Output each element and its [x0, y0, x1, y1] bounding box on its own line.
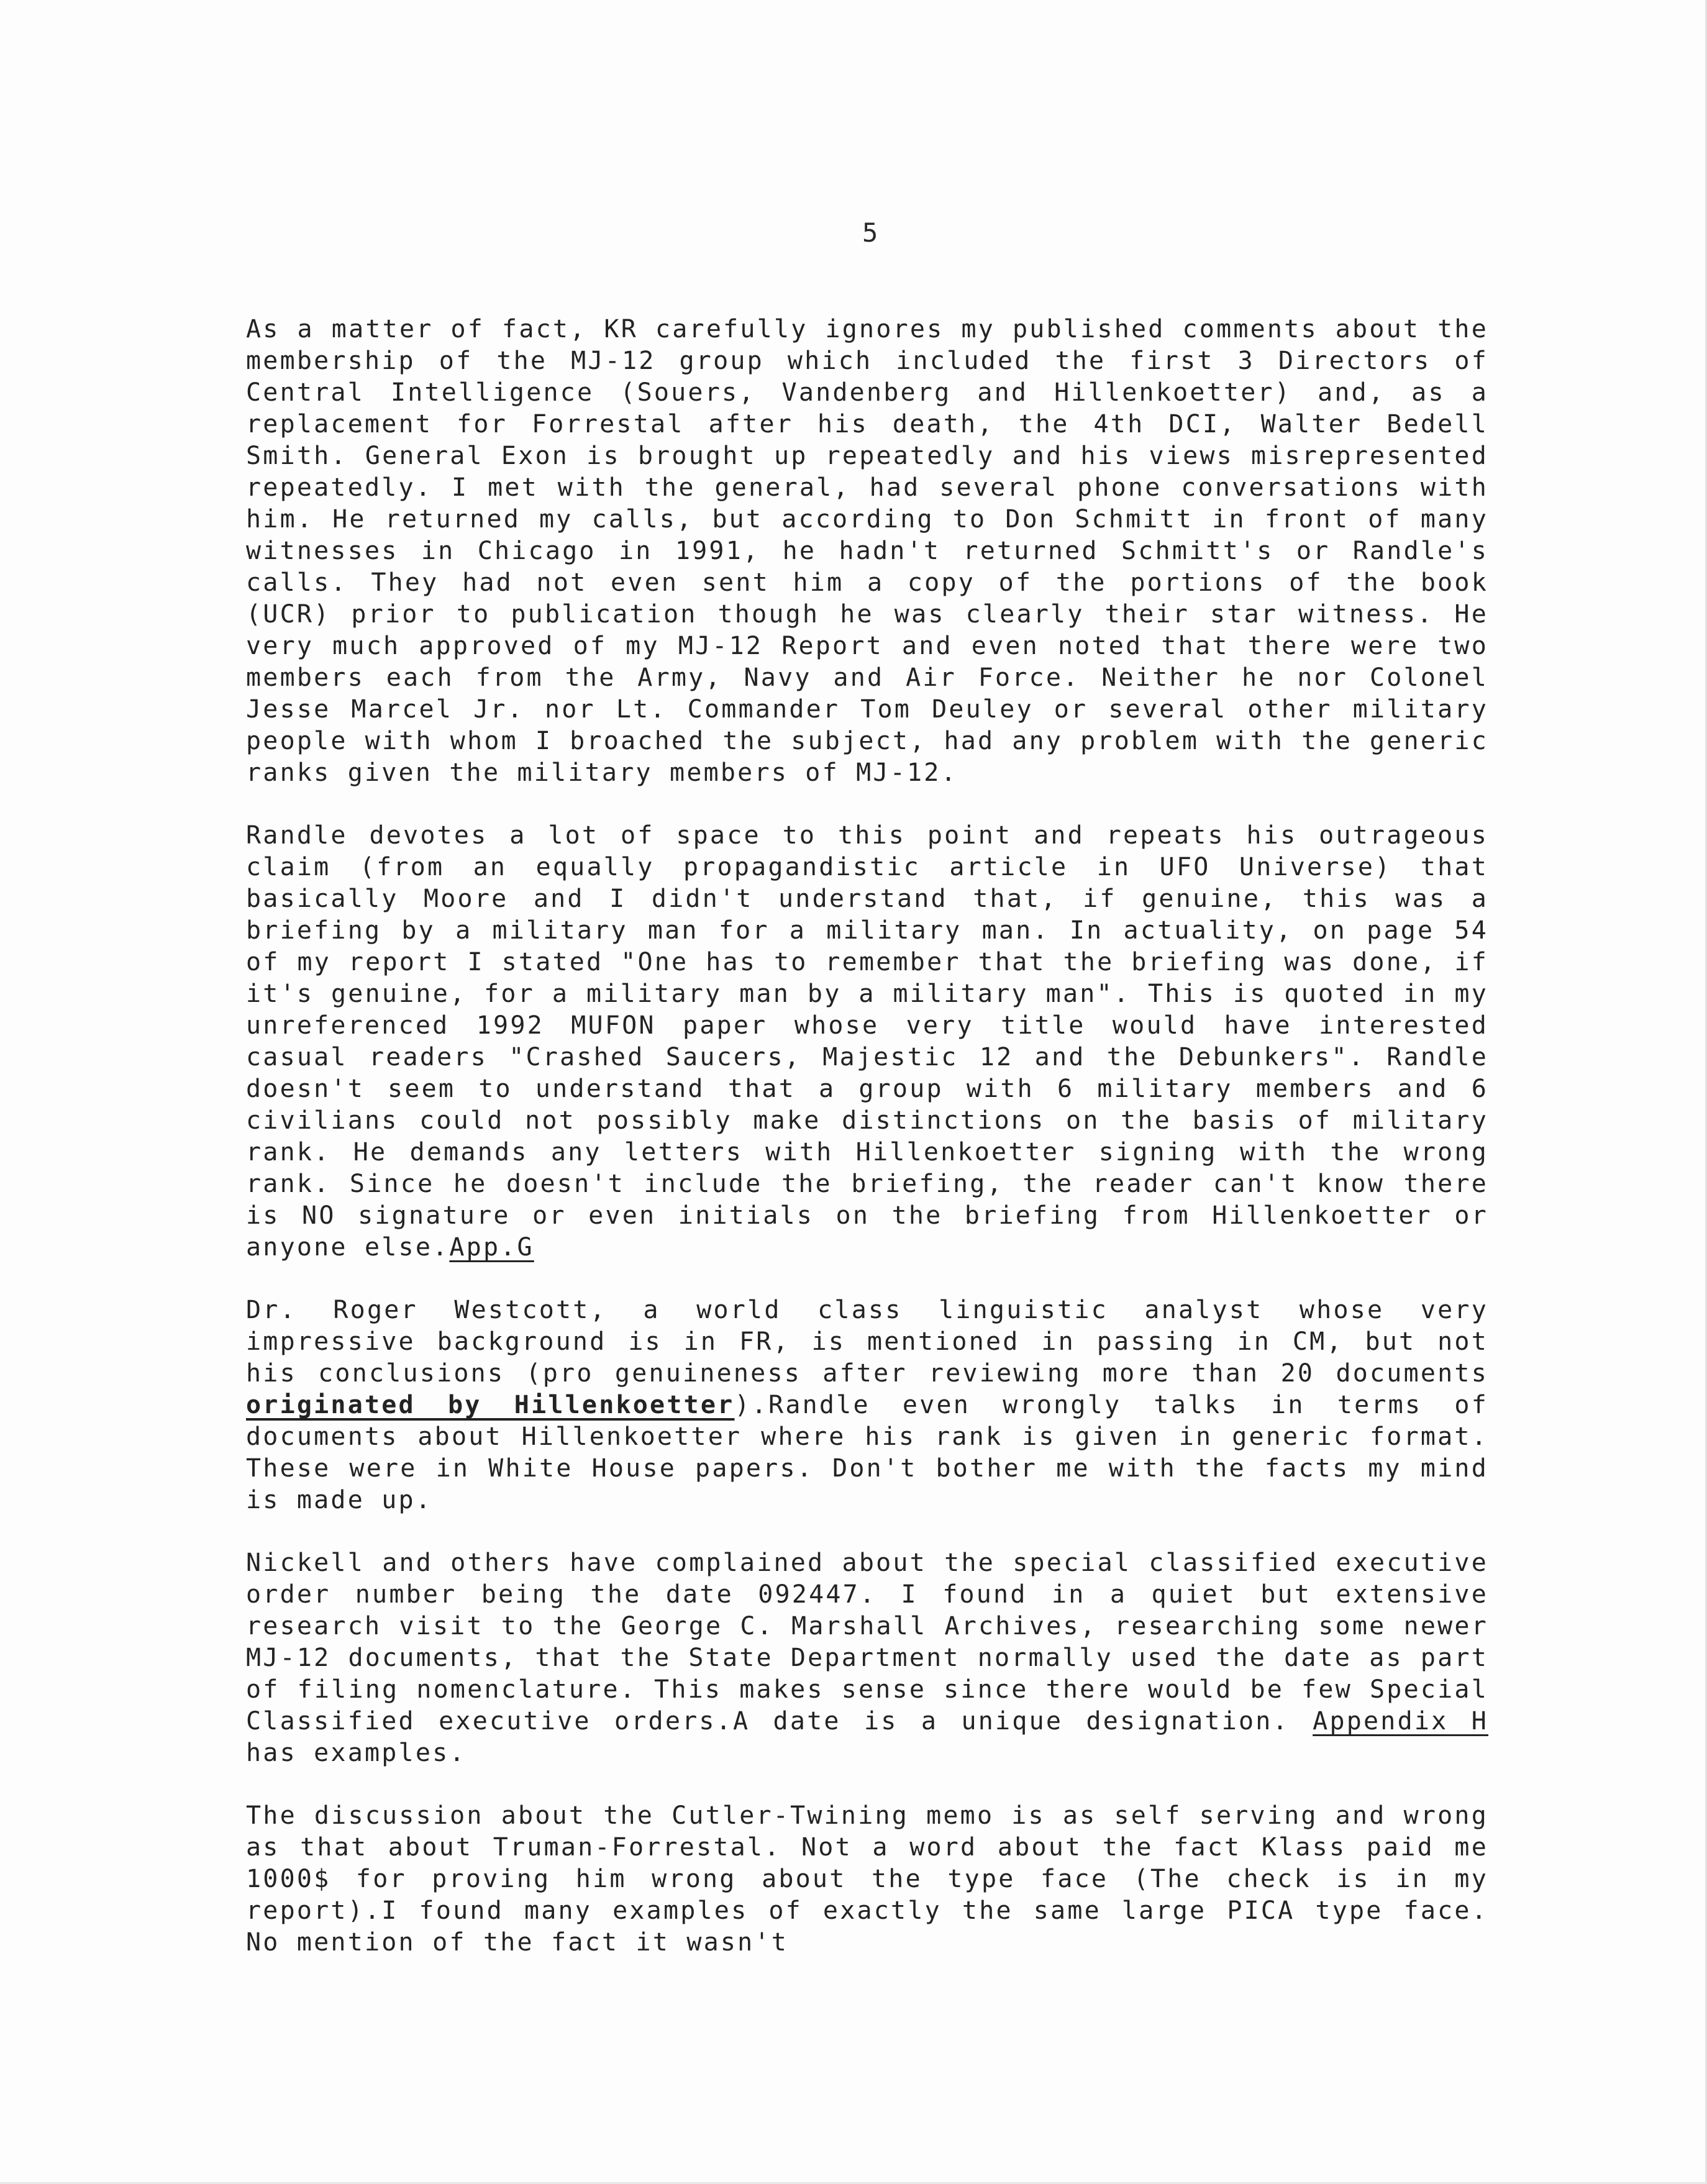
appendix-h-reference: Appendix H — [1313, 1707, 1489, 1736]
paragraph-cutler-twining — [246, 1800, 1488, 1959]
emphasized-phrase: originated by Hillenkoetter — [246, 1391, 735, 1419]
paragraph-text-before: Nickell and others have complained about the special classified executive order number being the date 092447. I found in a quiet but extensive research visit to the George C. Marshall Archives, researching some newer MJ-12 documents, that the State Department normally used the date as part of filing nomenclature. This makes sense since there would be few Special Classified executive orders.A date is a unique designation. — [246, 1549, 1488, 1736]
paragraph-text-before: Dr. Roger Westcott, a world class linguistic analyst whose very impressive background is in FR, is mentioned in passing in CM, but not his conclusions (pro genuineness after reviewing more than 20 documents — [246, 1296, 1488, 1388]
paragraph-kr-membership — [246, 314, 1488, 789]
appendix-g-reference: App.G — [449, 1233, 534, 1262]
paragraph-text: The discussion about the Cutler-Twining memo is as self serving and wrong as that about Truman-Forrestal. Not a word about the fact Klass paid me 1000$ for proving him wrong about the type face (The check is in my report).I found many examples of exactly the same large PICA type face. No mention of the fact it wasn't — [246, 1801, 1488, 1957]
paragraph-text-after: has examples. — [246, 1739, 467, 1767]
paragraph-text-after: ).Randle even wrongly talks in terms of documents about Hillenkoetter where his rank is given in generic format. These were in White House papers. Don't bother me with the facts my mind is made up. — [246, 1391, 1488, 1514]
paragraph-randle-briefing — [246, 820, 1488, 1263]
page-number: 5 — [862, 217, 878, 248]
body-text — [246, 314, 1488, 1990]
paragraph-executive-order — [246, 1547, 1488, 1769]
paragraph-westcott — [246, 1294, 1488, 1516]
paragraph-text: As a matter of fact, KR carefully ignores my published comments about the membership of the MJ-12 group which included the first 3 Directors of Central Intelligence (Souers, Vandenberg and Hillenkoetter) and, as a replacement for Forrestal after his death, the 4th DCI, Walter Bedell Smith. General Exon is brought up repeatedly and his views misrepresented repeatedly. I met with the general, had several phone conversations with him. He returned my calls, but according to Don Schmitt in front of many witnesses in Chicago in 1991, he hadn't returned Schmitt's or Randle's calls. They had not even sent him a copy of the portions of the book (UCR) prior to publication though he was clearly their star witness. He very much approved of my MJ-12 Report and even noted that there were two members each from the Army, Navy and Air Force. Neither he nor Colonel Jesse Marcel Jr. nor Lt. Commander Tom Deuley or several other military people with whom I broached the subject, had any problem with the generic ranks given the military members of MJ-12. — [246, 315, 1488, 787]
paragraph-text: Randle devotes a lot of space to this point and repeats his outrageous claim (from an equally propagandistic article in UFO Universe) that basically Moore and I didn't understand that, if genuine, this was a briefing by a military man for a military man. In actuality, on page 54 of my report I stated "One has to remember that the briefing was done, if it's genuine, for a military man by a military man". This is quoted in my unreferenced 1992 MUFON paper whose very title would have interested casual readers "Crashed Saucers, Majestic 12 and the Debunkers". Randle doesn't seem to understand that a group with 6 military members and 6 civilians could not possibly make distinctions on the basis of military rank. He demands any letters with Hillenkoetter signing with the wrong rank. Since he doesn't include the briefing, the reader can't know there is NO signature or even initials on the briefing from Hillenkoetter or anyone else. — [246, 821, 1488, 1262]
